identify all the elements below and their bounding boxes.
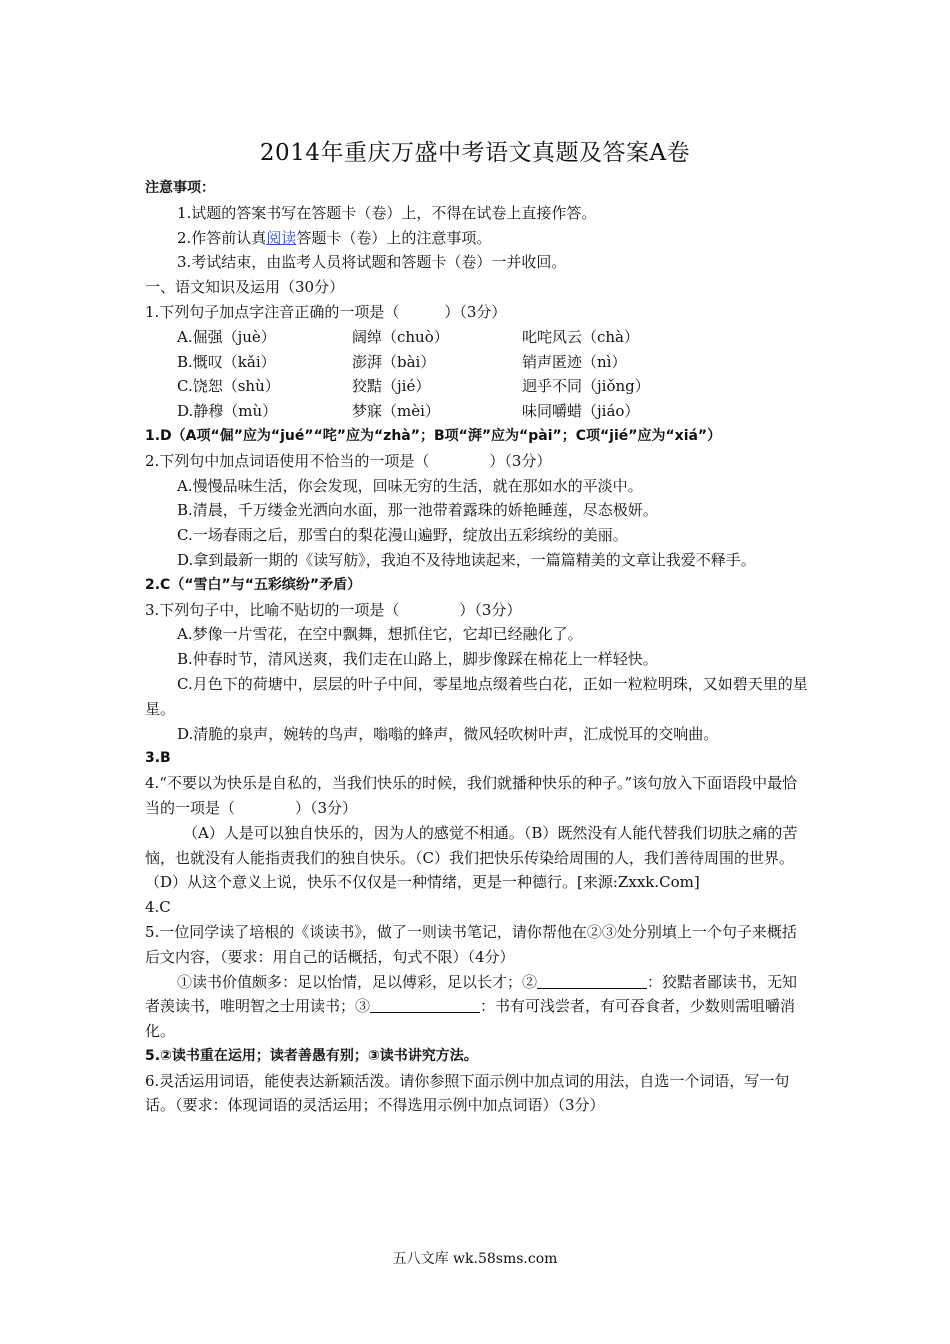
q1-stem: 1.下列句子加点字注音正确的一项是（ ）（3分） [145, 302, 507, 321]
document-body [145, 176, 810, 1118]
q2-option-a: A.慢慢品味生活，你会发现，回味无穷的生活，就在那如水的平淡中。 [177, 476, 643, 495]
q3-option-a: A.梦像一片雪花，在空中飘舞，想抓住它，它却已经融化了。 [177, 625, 583, 644]
note-2-post: 答题卡（卷）上的注意事项。 [296, 228, 492, 247]
q1-c-2: 狡黠（jié） [352, 377, 431, 396]
q4-stem: 4.“不要以为快乐是自私的，当我们快乐的时候，我们就播种快乐的种子。”该句放入下面语段中最恰当的一项是（ ）（3分） [145, 774, 798, 817]
q1-b-1: B.慨叹（kǎi） [177, 352, 276, 371]
note-2-pre: 2.作答前认真 [177, 228, 267, 247]
q1-answer: 1.D（A项“倔”应为“jué”“咤”应为“zhà”；B项“湃”应为“pài”；C项“jié”应为“xiá”） [145, 427, 722, 444]
q5-note [145, 970, 810, 1044]
q4-answer: 4.C [145, 898, 171, 917]
q2-option-c: C.一场春雨之后，那雪白的梨花漫山遍野，绽放出五彩缤纷的美丽。 [177, 526, 628, 545]
q1-a-3: 叱咤风云（chà） [522, 327, 640, 346]
q1-d-3: 味同嚼蜡（jiáo） [522, 402, 640, 421]
page-title: 2014年重庆万盛中考语文真题及答案A卷 [259, 140, 691, 166]
q3-stem: 3.下列句子中，比喻不贴切的一项是（ ）（3分） [145, 600, 522, 619]
q1-option-d [145, 399, 810, 424]
q2-option-d: D.拿到最新一期的《读写舫》，我迫不及待地读起来，一篇篇精美的文章让我爱不释手。 [177, 550, 756, 569]
q1-b-3: 销声匿迹（nì） [522, 352, 627, 371]
section-heading: 一、语文知识及运用（30分） [145, 278, 345, 297]
q1-a-1: A.倔强（juè） [177, 327, 276, 346]
q1-option-b [145, 350, 810, 375]
q3-answer: 3.B [145, 750, 171, 767]
footer-watermark: 五八文库 wk.58sms.com [392, 1251, 558, 1267]
q5-blank-2[interactable] [537, 972, 647, 989]
q5-part-3: ：书有可浅尝者，有可吞食者，少数则需咀嚼消化。 [145, 997, 796, 1041]
read-link[interactable]: 阅读 [266, 228, 297, 247]
q2-option-b: B.清晨，千万缕金光洒向水面，那一池带着露珠的娇艳睡莲，尽态极妍。 [177, 501, 658, 520]
q1-c-3: 迥乎不同（jiǒng） [522, 377, 650, 396]
note-2 [145, 226, 810, 251]
q5-blank-3[interactable] [370, 996, 480, 1013]
q6-stem: 6.灵活运用词语，能使表达新颖活泼。请你参照下面示例中加点词的用法，自选一个词语，写一句话。（要求：体现词语的灵活运用；不得选用示例中加点词语）（3分） [145, 1071, 790, 1115]
notes-heading: 注意事项： [145, 180, 215, 196]
q3-option-b: B.仲春时节，清风送爽，我们走在山路上，脚步像踩在棉花上一样轻快。 [177, 650, 658, 669]
q5-answer: 5.②读书重在运用；读者善愚有别；③读书讲究方法。 [145, 1047, 478, 1064]
q5-part-2: ：狡黠者鄙读书，无知者羡读书，唯明智之士用读书；③ [145, 972, 798, 1016]
q1-d-2: 梦寐（mèi） [352, 402, 440, 421]
q3-option-d: D.清脆的泉声，婉转的鸟声，嗡嗡的蜂声，微风轻吹树叶声，汇成悦耳的交响曲。 [177, 724, 719, 743]
q5-stem: 5.一位同学读了培根的《谈读书》，做了一则读书笔记，请你帮他在②③处分别填上一个句子来概括后文内容，（要求：用自己的话概括，句式不限）（4分） [145, 922, 797, 966]
note-1: 1.试题的答案书写在答题卡（卷）上，不得在试卷上直接作答。 [177, 203, 597, 222]
q2-answer: 2.C（“雪白”与“五彩缤纷”矛盾） [145, 576, 362, 593]
q1-c-1: C.饶恕（shù） [177, 377, 280, 396]
q2-stem: 2.下列句中加点词语使用不恰当的一项是（ ）（3分） [145, 451, 552, 470]
q1-b-2: 澎湃（bài） [352, 352, 436, 371]
q1-option-c [145, 374, 810, 399]
q4-passage: （A）人是可以独自快乐的，因为人的感觉不相通。（B）既然没有人能代替我们切肤之痛的苦恼，也就没有人能指责我们的独自快乐。（C）我们把快乐传染给周围的人，我们善待周围的世界。（D）从这个意义上说，快乐不仅仅是一种情绪，更是一种德行。[来源:Zxxk.Com] [145, 823, 798, 892]
q5-part-1: ①读书价值颇多：足以怡情，足以傅彩，足以长才；② [177, 972, 538, 991]
q3-option-c: C.月色下的荷塘中，层层的叶子中间，零星地点缀着些白花，正如一粒粒明珠，又如碧天里的星星。 [145, 674, 808, 718]
q1-a-2: 阔绰（chuò） [352, 327, 449, 346]
note-3: 3.考试结束，由监考人员将试题和答题卡（卷）一并收回。 [177, 253, 567, 272]
q1-option-a [145, 325, 810, 350]
q1-d-1: D.静穆（mù） [177, 402, 278, 421]
